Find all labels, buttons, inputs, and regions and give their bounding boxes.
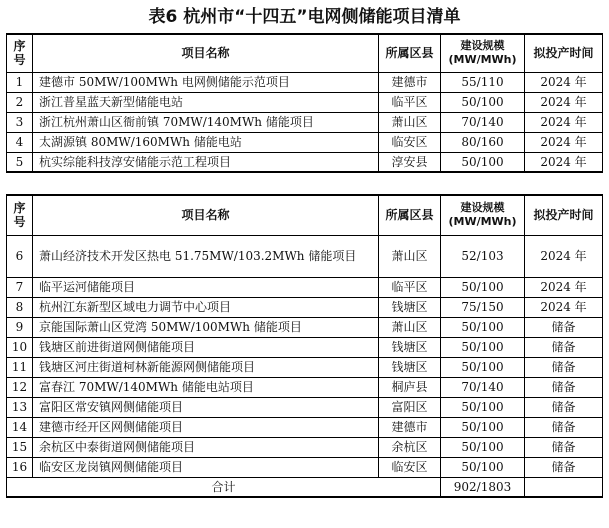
row-no: 13: [7, 397, 33, 417]
header-year: 拟投产时间: [525, 195, 603, 235]
row-scale: 55/110: [441, 72, 525, 92]
header-year: 拟投产时间: [525, 34, 603, 72]
row-no: 12: [7, 377, 33, 397]
row-district: 余杭区: [379, 437, 441, 457]
row-district: 建德市: [379, 417, 441, 437]
row-no: 9: [7, 317, 33, 337]
header-no: 序号: [7, 34, 33, 72]
header-scale: 建设规模(MW/MWh): [441, 34, 525, 72]
row-district: 临平区: [379, 92, 441, 112]
row-district: 桐庐县: [379, 377, 441, 397]
row-project-name: 建德市经开区网侧储能项目: [33, 417, 379, 437]
row-year: 2024 年: [525, 297, 603, 317]
row-project-name: 萧山经济技术开发区热电 51.75MW/103.2MWh 储能项目: [33, 235, 379, 277]
row-no: 8: [7, 297, 33, 317]
row-no: 11: [7, 357, 33, 377]
total-empty: [525, 477, 603, 497]
table-row: [7, 377, 603, 397]
row-year: 2024 年: [525, 152, 603, 172]
total-label: 合计: [7, 477, 441, 497]
row-district: 建德市: [379, 72, 441, 92]
table-row: [7, 337, 603, 357]
row-project-name: 临安区龙岗镇网侧储能项目: [33, 457, 379, 477]
row-project-name: 京能国际萧山区党湾 50MW/100MWh 储能项目: [33, 317, 379, 337]
row-year: 2024 年: [525, 92, 603, 112]
row-scale: 50/100: [441, 357, 525, 377]
row-no: 10: [7, 337, 33, 357]
row-no: 16: [7, 457, 33, 477]
project-table-part1: [6, 33, 603, 173]
table-row: [7, 152, 603, 172]
table-row: [7, 317, 603, 337]
total-row: [7, 477, 603, 497]
row-year: 2024 年: [525, 277, 603, 297]
row-year: 2024 年: [525, 235, 603, 277]
row-no: 6: [7, 235, 33, 277]
row-no: 2: [7, 92, 33, 112]
header-district: 所属区县: [379, 195, 441, 235]
table-row: [7, 72, 603, 92]
table-row: [7, 235, 603, 277]
row-district: 钱塘区: [379, 357, 441, 377]
header-no: 序号: [7, 195, 33, 235]
row-district: 萧山区: [379, 112, 441, 132]
row-district: 富阳区: [379, 397, 441, 417]
row-scale: 50/100: [441, 152, 525, 172]
table-row: [7, 297, 603, 317]
row-scale: 50/100: [441, 437, 525, 457]
row-project-name: 余杭区中泰街道网侧储能项目: [33, 437, 379, 457]
table-row: [7, 437, 603, 457]
row-scale: 50/100: [441, 417, 525, 437]
row-year: 储备: [525, 377, 603, 397]
row-scale: 70/140: [441, 112, 525, 132]
row-year: 储备: [525, 457, 603, 477]
row-scale: 50/100: [441, 337, 525, 357]
row-no: 4: [7, 132, 33, 152]
table-row: [7, 132, 603, 152]
row-project-name: 钱塘区前进街道网侧储能项目: [33, 337, 379, 357]
row-year: 2024 年: [525, 132, 603, 152]
row-scale: 50/100: [441, 277, 525, 297]
row-district: 萧山区: [379, 317, 441, 337]
row-year: 储备: [525, 317, 603, 337]
row-year: 储备: [525, 337, 603, 357]
row-no: 3: [7, 112, 33, 132]
row-scale: 50/100: [441, 397, 525, 417]
row-project-name: 临平运河储能项目: [33, 277, 379, 297]
row-district: 钱塘区: [379, 297, 441, 317]
table-row: [7, 92, 603, 112]
row-no: 15: [7, 437, 33, 457]
header-name: 项目名称: [33, 34, 379, 72]
row-project-name: 富春江 70MW/140MWh 储能电站项目: [33, 377, 379, 397]
header-district: 所属区县: [379, 34, 441, 72]
row-district: 萧山区: [379, 235, 441, 277]
row-project-name: 太湖源镇 80MW/160MWh 储能电站: [33, 132, 379, 152]
header-scale: 建设规模(MW/MWh): [441, 195, 525, 235]
table-title: 表6 杭州市“十四五”电网侧储能项目清单: [148, 7, 461, 27]
header-row: [7, 34, 603, 72]
table-row: [7, 397, 603, 417]
row-scale: 52/103: [441, 235, 525, 277]
row-project-name: 建德市 50MW/100MWh 电网侧储能示范项目: [33, 72, 379, 92]
row-year: 储备: [525, 437, 603, 457]
total-scale: 902/1803: [441, 477, 525, 497]
row-project-name: 浙江杭州萧山区衙前镇 70MW/140MWh 储能项目: [33, 112, 379, 132]
row-year: 2024 年: [525, 72, 603, 92]
header-name: 项目名称: [33, 195, 379, 235]
row-district: 临平区: [379, 277, 441, 297]
row-project-name: 杭州江东新型区域电力调节中心项目: [33, 297, 379, 317]
row-district: 临安区: [379, 132, 441, 152]
row-district: 淳安县: [379, 152, 441, 172]
row-year: 2024 年: [525, 112, 603, 132]
project-table-part2: [6, 194, 603, 498]
table-row: [7, 112, 603, 132]
row-project-name: 杭实综能科技淳安储能示范工程项目: [33, 152, 379, 172]
table-row: [7, 417, 603, 437]
table-row: [7, 457, 603, 477]
row-no: 14: [7, 417, 33, 437]
header-row: [7, 195, 603, 235]
row-project-name: 浙江普星蓝天新型储能电站: [33, 92, 379, 112]
row-year: 储备: [525, 417, 603, 437]
row-scale: 70/140: [441, 377, 525, 397]
row-scale: 75/150: [441, 297, 525, 317]
table-row: [7, 357, 603, 377]
row-year: 储备: [525, 357, 603, 377]
row-no: 1: [7, 72, 33, 92]
row-project-name: 富阳区常安镇网侧储能项目: [33, 397, 379, 417]
row-no: 7: [7, 277, 33, 297]
row-year: 储备: [525, 397, 603, 417]
row-scale: 80/160: [441, 132, 525, 152]
row-project-name: 钱塘区河庄街道柯林新能源网侧储能项目: [33, 357, 379, 377]
row-district: 钱塘区: [379, 337, 441, 357]
row-scale: 50/100: [441, 457, 525, 477]
row-no: 5: [7, 152, 33, 172]
row-district: 临安区: [379, 457, 441, 477]
table-row: [7, 277, 603, 297]
row-scale: 50/100: [441, 92, 525, 112]
row-scale: 50/100: [441, 317, 525, 337]
